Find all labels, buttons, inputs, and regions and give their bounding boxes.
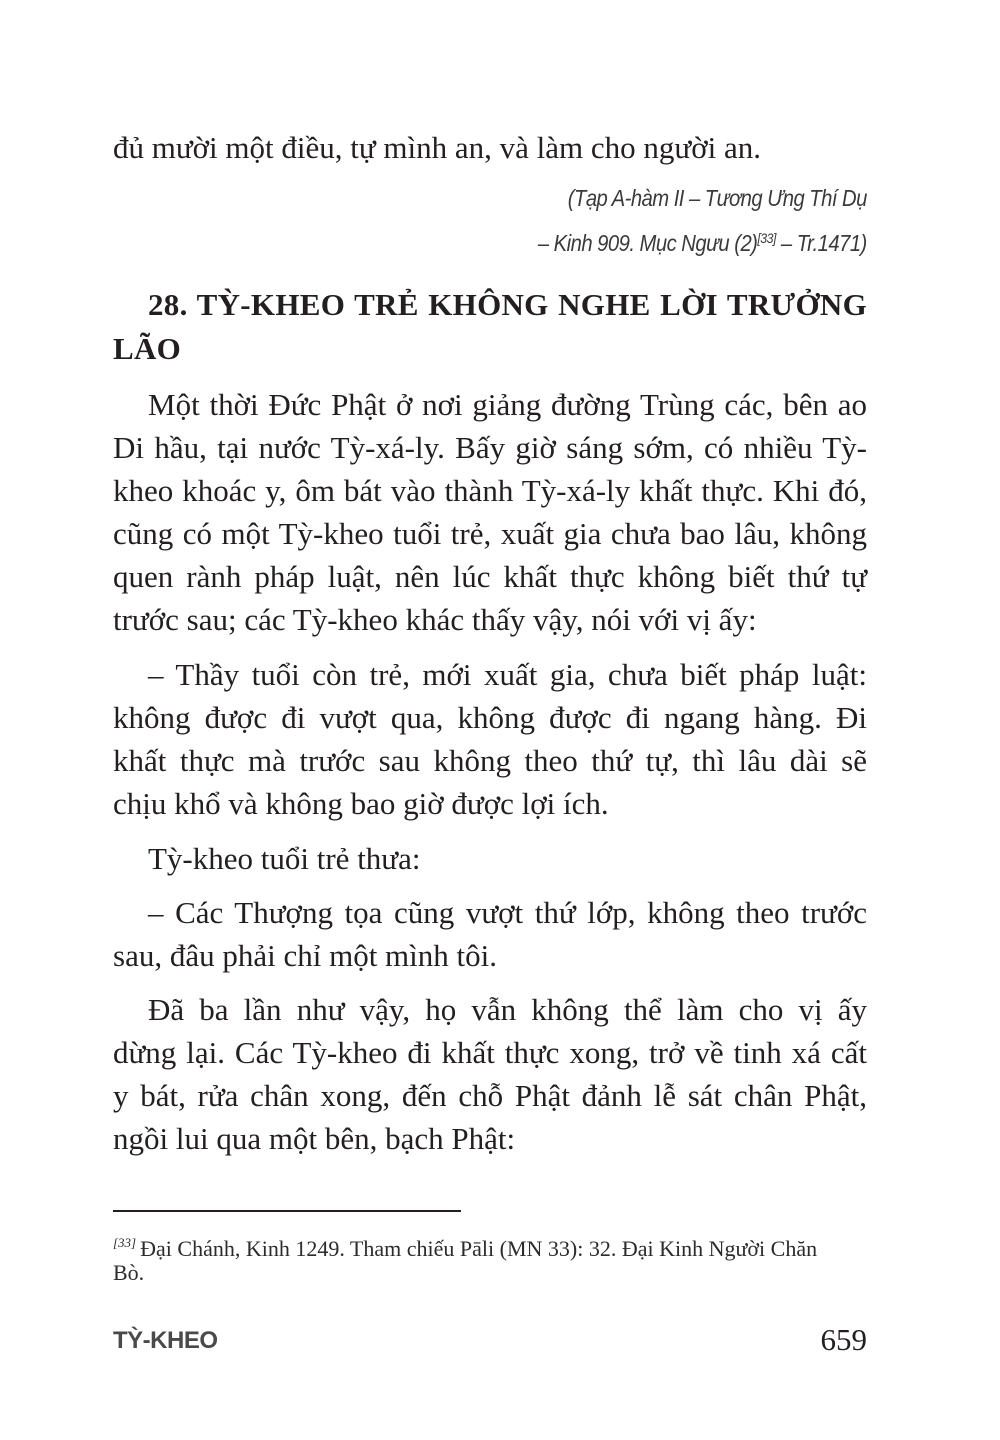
footnote-reference: [33] [757,230,777,246]
paragraph-1-line-2: Di hầu, tại nước Tỳ-xá-ly. Bấy giờ sáng sớm, có nhiều Tỳ- [113,430,867,465]
footnote-separator [113,1210,461,1212]
footnote-marker: [33] [113,1235,137,1250]
paragraph-2-line-4: chịu khổ và không bao giờ được lợi ích. [113,786,609,821]
paragraph-4-line-1: – Các Thượng tọa cũng vượt thứ lớp, không theo trước [148,895,867,930]
footnote-line-2: Bò. [113,1260,145,1285]
opening-line: đủ mười một điều, tự mình an, và làm cho người an. [113,130,761,165]
section-heading-line-1: 28. TỲ-KHEO TRẺ KHÔNG NGHE LỜI TRƯỞNG [148,287,867,322]
paragraph-1-line-1: Một thời Đức Phật ở nơi giảng đường Trùng các, bên ao [148,387,867,422]
paragraph-1-line-5: quen rành pháp luật, nên lúc khất thực không biết thứ tự [113,559,867,594]
paragraph-5-line-1: Đã ba lần như vậy, họ vẫn không thể làm cho vị ấy [148,992,867,1027]
paragraph-1-line-3: kheo khoác y, ôm bát vào thành Tỳ-xá-ly khất thực. Khi đó, [113,473,867,508]
paragraph-1-line-6: trước sau; các Tỳ-kheo khác thấy vậy, nói với vị ấy: [113,602,757,637]
citation-line-2 [538,223,867,258]
section-heading-line-2: LÃO [113,331,182,366]
citation-line-2-tail: – Tr.1471) [776,230,867,256]
paragraph-2-line-2: không được đi vượt qua, không được đi ngang hàng. Đi [113,700,867,735]
citation-line-2-text: – Kinh 909. Mục Ngưu (2) [538,230,758,256]
footnote-text: Đại Chánh, Kinh 1249. Tham chiếu Pāli (MN 33): 32. Đại Kinh Người Chăn [140,1236,818,1261]
paragraph-1-line-4: cũng có một Tỳ-kheo tuổi trẻ, xuất gia chưa bao lâu, không [113,516,867,551]
paragraph-5-line-2: dừng lại. Các Tỳ-kheo đi khất thực xong, trở về tinh xá cất [113,1035,867,1070]
running-title: TỲ-KHEO [113,1327,218,1354]
paragraph-5-line-3: y bát, rửa chân xong, đến chỗ Phật đảnh lễ sát chân Phật, [113,1078,867,1113]
page-number: 659 [820,1322,867,1357]
paragraph-5-line-4: ngồi lui qua một bên, bạch Phật: [113,1121,516,1156]
book-page [113,0,867,1440]
paragraph-4-line-2: sau, đâu phải chỉ một mình tôi. [113,938,498,973]
citation-line-1: (Tạp A-hàm II – Tương Ưng Thí Dụ [567,185,867,211]
paragraph-2-line-1: – Thầy tuổi còn trẻ, mới xuất gia, chưa biết pháp luật: [148,657,867,692]
paragraph-2-line-3: khất thực mà trước sau không theo thứ tự, thì lâu dài sẽ [113,743,867,778]
paragraph-3-line-1: Tỳ-kheo tuổi trẻ thưa: [148,841,421,876]
